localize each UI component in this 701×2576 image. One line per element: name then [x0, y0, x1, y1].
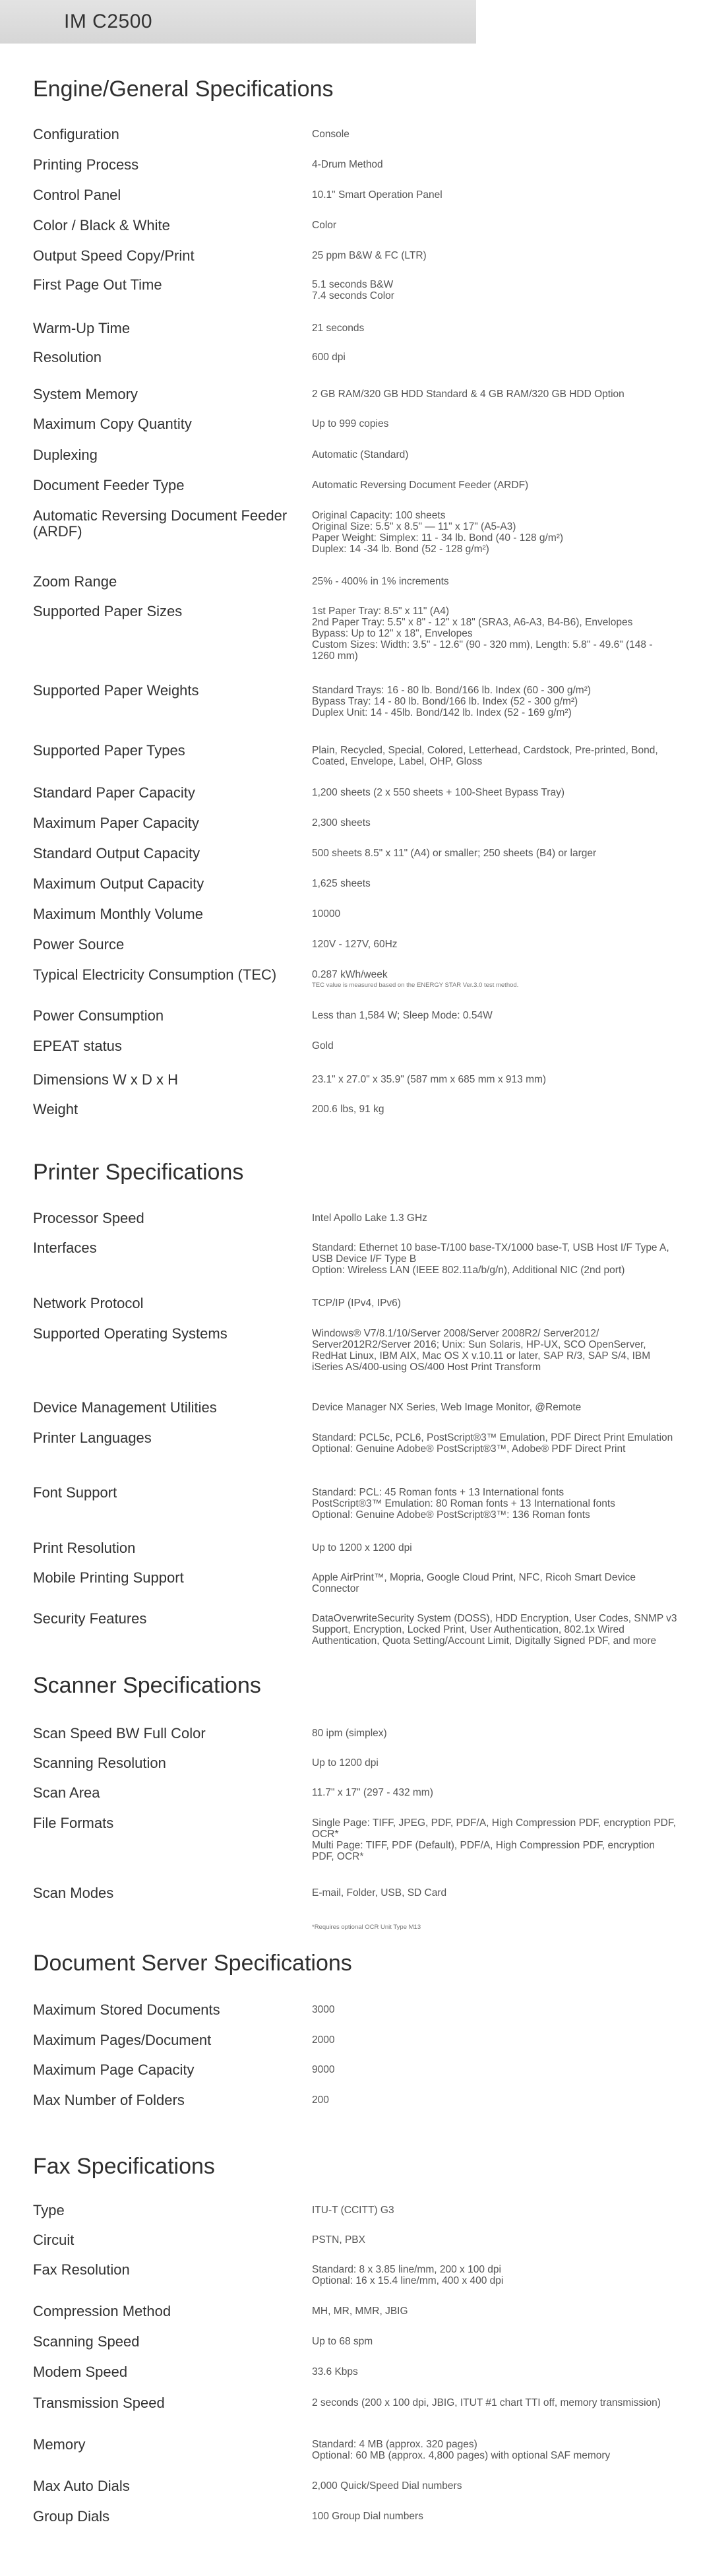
spec-value: PSTN, PBX: [312, 2234, 365, 2246]
section-title: Scanner Specifications: [33, 1673, 261, 1698]
spec-value: Color: [312, 220, 337, 231]
spec-label: Scan Speed BW Full Color: [33, 1725, 206, 1742]
spec-value: 1st Paper Tray: 8.5" x 11" (A4) 2nd Paper Tray: 5.5" x 8" - 12" x 18" (SRA3, A6-A3, B4-B6), Envelopes Bypass: Up to 12" x 18", Envelopes Custom Sizes: Width: 3.5" - 12.6" (90 - 320 mm), Length: 5.8" - 49.6" (148 - 1260 mm): [312, 606, 653, 662]
footnote: *Requires optional OCR Unit Type M13: [312, 1924, 421, 1931]
spec-label: Scan Area: [33, 1784, 100, 1801]
spec-label: Max Auto Dials: [33, 2478, 130, 2494]
spec-label: Supported Operating Systems: [33, 1325, 228, 1342]
spec-value: 100 Group Dial numbers: [312, 2511, 423, 2522]
section-title: Document Server Specifications: [33, 1951, 352, 1976]
spec-label: File Formats: [33, 1815, 114, 1831]
spec-value: 21 seconds: [312, 323, 365, 334]
spec-label: Printing Process: [33, 156, 139, 173]
spec-label: Maximum Copy Quantity: [33, 416, 192, 432]
spec-value: 80 ipm (simplex): [312, 1728, 387, 1739]
spec-label: Duplexing: [33, 447, 98, 463]
spec-label: Warm-Up Time: [33, 320, 131, 336]
spec-value: Up to 1200 x 1200 dpi: [312, 1542, 412, 1554]
spec-value: 25 ppm B&W & FC (LTR): [312, 250, 427, 261]
spec-label: Max Number of Folders: [33, 2092, 185, 2108]
spec-label: Scan Modes: [33, 1885, 114, 1901]
spec-label: System Memory: [33, 386, 138, 402]
spec-value: E-mail, Folder, USB, SD Card: [312, 1887, 447, 1899]
spec-label: Typical Electricity Consumption (TEC): [33, 966, 277, 983]
spec-label: EPEAT status: [33, 1038, 122, 1054]
spec-value: ITU-T (CCITT) G3: [312, 2205, 394, 2216]
spec-value: Apple AirPrint™, Mopria, Google Cloud Print, NFC, Ricoh Smart Device Connector: [312, 1572, 636, 1594]
spec-label: Supported Paper Sizes: [33, 603, 183, 619]
spec-value: 2000: [312, 2034, 335, 2046]
spec-label: Fax Resolution: [33, 2261, 130, 2278]
spec-label: Power Consumption: [33, 1007, 164, 1024]
spec-value: 600 dpi: [312, 352, 346, 363]
spec-value: Plain, Recycled, Special, Colored, Letterhead, Cardstock, Pre-printed, Bond, Coated, Envelope, Label, OHP, Gloss: [312, 745, 658, 767]
spec-label: Group Dials: [33, 2508, 110, 2525]
spec-value: Gold: [312, 1040, 334, 1052]
spec-value: Console: [312, 129, 350, 140]
spec-value: 2,000 Quick/Speed Dial numbers: [312, 2480, 462, 2492]
spec-label: Scanning Speed: [33, 2333, 140, 2350]
spec-label: Document Feeder Type: [33, 477, 185, 493]
spec-label: Transmission Speed: [33, 2395, 165, 2411]
spec-value: 3000: [312, 2004, 335, 2015]
spec-label: Supported Paper Types: [33, 742, 185, 759]
spec-label: Security Features: [33, 1610, 147, 1627]
spec-label: Weight: [33, 1101, 78, 1117]
spec-label: Scanning Resolution: [33, 1755, 166, 1771]
spec-label: Power Source: [33, 936, 125, 953]
spec-value: 4-Drum Method: [312, 159, 383, 170]
spec-value: Single Page: TIFF, JPEG, PDF, PDF/A, High Compression PDF, encryption PDF, OCR* Multi Page: TIFF, PDF (Default), PDF/A, High Compression PDF, encryption PDF, OCR*: [312, 1817, 676, 1862]
spec-value: Automatic (Standard): [312, 449, 409, 460]
spec-label: Network Protocol: [33, 1295, 144, 1311]
spec-label: Mobile Printing Support: [33, 1569, 184, 1586]
spec-label: Print Resolution: [33, 1540, 136, 1556]
spec-value: Standard: PCL5c, PCL6, PostScript®3™ Emulation, PDF Direct Print Emulation Optional: Genuine Adobe® PostScript®3™, Adobe® PDF Direct Print: [312, 1432, 673, 1455]
spec-label: Font Support: [33, 1484, 117, 1501]
spec-label: Configuration: [33, 126, 119, 142]
product-title: IM C2500: [64, 11, 153, 32]
section-title: Engine/General Specifications: [33, 77, 334, 102]
spec-note: TEC value is measured based on the ENERGY STAR Ver.3.0 test method.: [312, 982, 519, 989]
spec-label: Zoom Range: [33, 573, 117, 590]
spec-label: Maximum Paper Capacity: [33, 815, 199, 831]
spec-label: Device Management Utilities: [33, 1399, 217, 1416]
spec-label: Maximum Stored Documents: [33, 2001, 220, 2018]
spec-value: 10.1" Smart Operation Panel: [312, 189, 442, 201]
spec-value: Less than 1,584 W; Sleep Mode: 0.54W: [312, 1010, 493, 1021]
spec-value: Up to 68 spm: [312, 2336, 373, 2347]
spec-value: Up to 999 copies: [312, 418, 389, 429]
spec-value: 23.1" x 27.0" x 35.9" (587 mm x 685 mm x 913 mm): [312, 1074, 547, 1085]
spec-value: 25% - 400% in 1% increments: [312, 576, 449, 587]
spec-label: Printer Languages: [33, 1429, 152, 1446]
spec-value: Original Capacity: 100 sheets Original Size: 5.5" x 8.5" — 11" x 17" (A5-A3) Paper Weight: Simplex: 11 - 34 lb. Bond (40 - 128 g/m²) Duplex: 14 -34 lb. Bond (52 - 128 g/m²): [312, 510, 564, 555]
spec-value: 500 sheets 8.5" x 11" (A4) or smaller; 250 sheets (B4) or larger: [312, 848, 597, 859]
spec-label: Maximum Page Capacity: [33, 2061, 195, 2078]
spec-value: Standard: PCL: 45 Roman fonts + 13 International fonts PostScript®3™ Emulation: 80 Roman fonts + 13 International fonts Optional: Genuine Adobe® PostScript®3™: 136 Roman fonts: [312, 1487, 615, 1521]
spec-label: Processor Speed: [33, 1210, 144, 1226]
spec-label: First Page Out Time: [33, 276, 162, 293]
spec-value: 200.6 lbs, 91 kg: [312, 1104, 384, 1115]
spec-value: Standard Trays: 16 - 80 lb. Bond/166 lb. Index (60 - 300 g/m²) Bypass Tray: 14 - 80 lb. Bond/166 lb. Index (52 - 300 g/m²) Duplex Unit: 14 - 45lb. Bond/142 lb. Index (52 - 169 g/m²): [312, 685, 592, 718]
spec-label: Memory: [33, 2436, 86, 2453]
spec-value: 9000: [312, 2064, 335, 2075]
spec-label: Interfaces: [33, 1240, 97, 1256]
spec-label: Standard Paper Capacity: [33, 784, 195, 801]
spec-value: 10000: [312, 908, 341, 920]
spec-label: Compression Method: [33, 2303, 171, 2319]
spec-value: 33.6 Kbps: [312, 2366, 358, 2377]
spec-label: Supported Paper Weights: [33, 682, 199, 699]
spec-value: 2 seconds (200 x 100 dpi, JBIG, ITUT #1 chart TTI off, memory transmission): [312, 2397, 661, 2408]
spec-value: 2 GB RAM/320 GB HDD Standard & 4 GB RAM/320 GB HDD Option: [312, 389, 625, 400]
spec-value: Device Manager NX Series, Web Image Monitor, @Remote: [312, 1402, 582, 1413]
spec-value: 5.1 seconds B&W 7.4 seconds Color: [312, 279, 394, 301]
spec-label: Automatic Reversing Document Feeder (ARDF): [33, 507, 288, 540]
spec-value: Windows® V7/8.1/10/Server 2008/Server 2008R2/ Server2012/ Server2012R2/Server 2016; Unix: Sun Solaris, HP-UX, SCO OpenServer, RedHat Linux, IBM AIX, Mac OS X v.10.11 or later, SAP R/3, SAP S/4, IBM iSeries AS/400-using OS/400 Host Print Transform: [312, 1328, 651, 1373]
spec-label: Resolution: [33, 349, 102, 365]
spec-value: Intel Apollo Lake 1.3 GHz: [312, 1212, 427, 1224]
spec-value: TCP/IP (IPv4, IPv6): [312, 1298, 401, 1309]
spec-value: Standard: 4 MB (approx. 320 pages) Optional: 60 MB (approx. 4,800 pages) with optional SAF memory: [312, 2439, 611, 2461]
spec-label: Maximum Monthly Volume: [33, 906, 203, 922]
spec-label: Dimensions W x D x H: [33, 1071, 179, 1088]
spec-label: Type: [33, 2202, 65, 2218]
spec-value: 1,625 sheets: [312, 878, 371, 889]
spec-label: Color / Black & White: [33, 217, 170, 234]
spec-label: Standard Output Capacity: [33, 845, 200, 862]
spec-value: 11.7" x 17" (297 - 432 mm): [312, 1787, 433, 1798]
spec-value: MH, MR, MMR, JBIG: [312, 2306, 408, 2317]
spec-value: Automatic Reversing Document Feeder (ARDF): [312, 480, 529, 491]
spec-value: 0.287 kWh/week TEC value is measured based on the ENERGY STAR Ver.3.0 test method.: [312, 969, 678, 990]
section-title: Printer Specifications: [33, 1160, 244, 1185]
header-banner: [0, 0, 476, 44]
spec-label: Circuit: [33, 2232, 75, 2248]
spec-value: DataOverwriteSecurity System (DOSS), HDD Encryption, User Codes, SNMP v3 Support, Encryption, Locked Print, User Authentication, 802.1x Wired Authentication, Quota Setting/Account Limit, Digitally Signed PDF, and more: [312, 1613, 677, 1647]
spec-label: Control Panel: [33, 187, 121, 203]
spec-label: Maximum Output Capacity: [33, 875, 204, 892]
spec-value: Up to 1200 dpi: [312, 1757, 379, 1769]
spec-value: 2,300 sheets: [312, 817, 371, 829]
section-title: Fax Specifications: [33, 2154, 215, 2179]
spec-value: Standard: Ethernet 10 base-T/100 base-TX/1000 base-T, USB Host I/F Type A, USB Device I/F Type B Option: Wireless LAN (IEEE 802.11a/b/g/n), Additional NIC (2nd port): [312, 1242, 669, 1276]
spec-label: Maximum Pages/Document: [33, 2032, 212, 2048]
spec-value: 120V - 127V, 60Hz: [312, 939, 398, 950]
spec-label: Modem Speed: [33, 2364, 128, 2380]
spec-label: Output Speed Copy/Print: [33, 247, 195, 264]
spec-value: 200: [312, 2094, 329, 2106]
spec-value: 1,200 sheets (2 x 550 sheets + 100-Sheet Bypass Tray): [312, 787, 564, 798]
spec-value: Standard: 8 x 3.85 line/mm, 200 x 100 dpi Optional: 16 x 15.4 line/mm, 400 x 400 dpi: [312, 2264, 504, 2286]
